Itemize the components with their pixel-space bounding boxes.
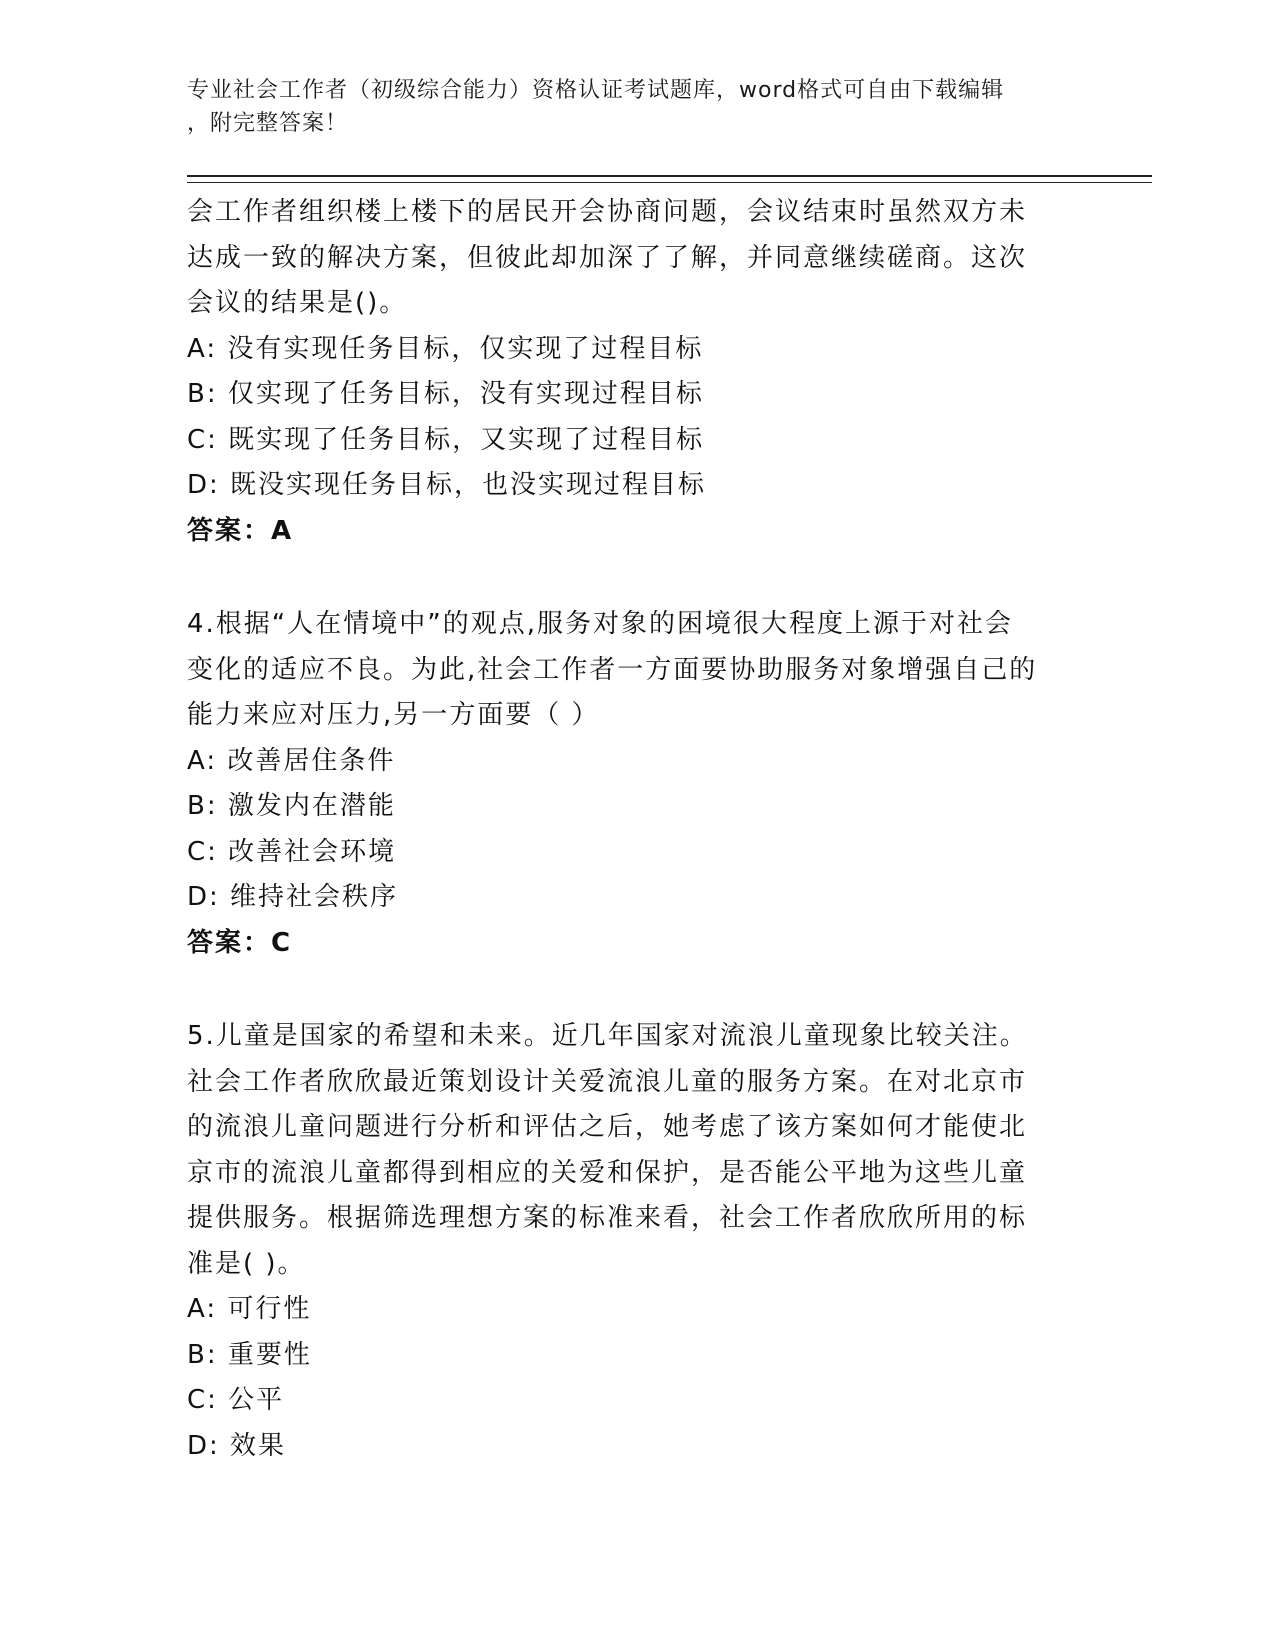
- option-a: A: 没有实现任务目标，仅实现了过程目标: [187, 333, 704, 364]
- answer-label: 答案：A: [187, 515, 294, 546]
- header-divider-thin: [187, 182, 1152, 183]
- question-content: [187, 190, 1087, 1469]
- question-text-line: 提供服务。根据筛选理想方案的标准来看，社会工作者欣欣所用的标: [187, 1203, 1028, 1233]
- question-text-line: 能力来应对压力,另一方面要（ ）: [187, 700, 600, 730]
- option-a: A: 可行性: [187, 1294, 312, 1324]
- spacer: [187, 966, 1087, 1014]
- question-5: [187, 1014, 1087, 1469]
- page-header: [187, 74, 1067, 140]
- answer-label: 答案：C: [187, 927, 293, 958]
- option-b: B: 激发内在潜能: [187, 791, 396, 821]
- question-text-line: 会工作者组织楼上楼下的居民开会协商问题，会议结束时虽然双方未: [187, 197, 1028, 227]
- question-text-line: 准是( )。: [187, 1248, 306, 1279]
- question-3: [187, 190, 1087, 554]
- question-text-line: 5.儿童是国家的希望和未来。近几年国家对流浪儿童现象比较关注。: [187, 1021, 1028, 1051]
- option-d: D: 效果: [187, 1430, 287, 1461]
- option-d: D: 维持社会秩序: [187, 882, 399, 912]
- spacer: [187, 554, 1087, 602]
- option-c: C: 既实现了任务目标，又实现了过程目标: [187, 424, 705, 455]
- option-a: A: 改善居住条件: [187, 745, 396, 776]
- question-text-line: 的流浪儿童问题进行分析和评估之后，她考虑了该方案如何才能使北: [187, 1112, 1028, 1142]
- option-c: C: 改善社会环境: [187, 836, 397, 867]
- option-c: C: 公平: [187, 1385, 285, 1415]
- option-b: B: 重要性: [187, 1339, 312, 1370]
- header-title-line-2: ，附完整答案！: [187, 111, 349, 136]
- question-text-line: 京市的流浪儿童都得到相应的关爱和保护，是否能公平地为这些儿童: [187, 1157, 1028, 1188]
- question-text-line: 达成一致的解决方案，但彼此却加深了了解，并同意继续磋商。这次: [187, 242, 1028, 273]
- question-4: [187, 602, 1087, 966]
- header-divider: [187, 175, 1152, 177]
- question-text-line: 会议的结果是()。: [187, 288, 408, 318]
- question-text-line: 变化的适应不良。为此,社会工作者一方面要协助服务对象增强自己的: [187, 654, 1038, 685]
- header-title-line-1: 专业社会工作者（初级综合能力）资格认证考试题库，word格式可自由下载编辑: [187, 78, 1005, 103]
- option-b: B: 仅实现了任务目标，没有实现过程目标: [187, 379, 704, 409]
- option-d: D: 既没实现任务目标，也没实现过程目标: [187, 470, 707, 500]
- question-text-line: 4.根据“人在情境中”的观点,服务对象的困境很大程度上源于对社会: [187, 609, 1014, 639]
- question-text-line: 社会工作者欣欣最近策划设计关爱流浪儿童的服务方案。在对北京市: [187, 1066, 1028, 1097]
